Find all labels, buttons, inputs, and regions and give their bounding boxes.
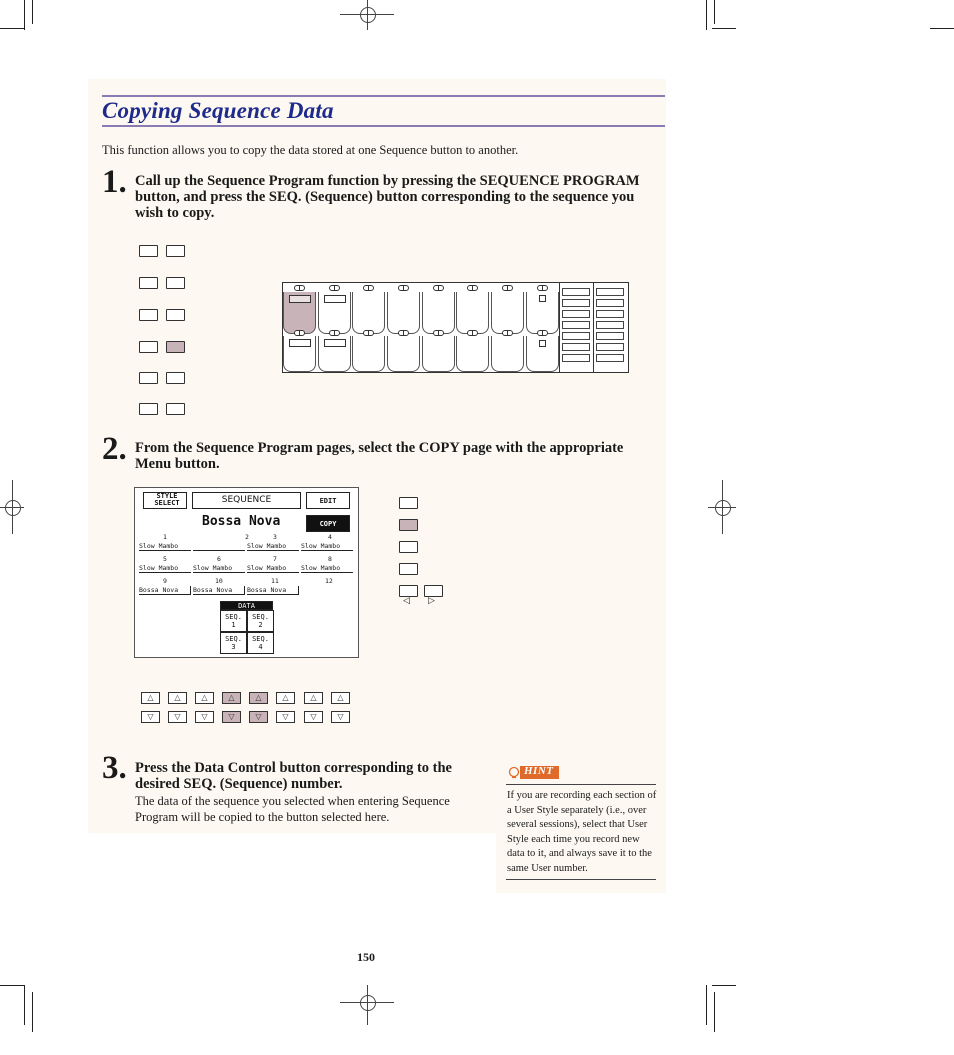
key-button[interactable] [456,292,489,334]
edit-label: EDIT [319,497,337,505]
crop-mark [0,28,24,29]
crop-mark [930,28,954,29]
data-header [220,601,273,610]
seq-number: 6 [217,555,221,563]
style-select-tab[interactable] [143,492,187,509]
registration-mark [715,500,731,516]
key-indicator [539,295,546,302]
hint-text: If you are recording each section of a User Style separately (i.e., over several sessions), select that User Style each time you record new data to it, and always save it to the same User number. [507,790,657,874]
panel-button[interactable] [139,372,158,384]
down-arrow-icon[interactable]: ▽ [141,711,160,723]
seq-4-label: SEQ. 4 [252,635,269,651]
small-button[interactable] [596,354,624,362]
panel-button[interactable] [166,372,185,384]
registration-mark [5,500,21,516]
key-label [289,295,311,303]
lcd-display [134,487,359,658]
key-label [289,339,311,347]
led-indicator [433,285,444,291]
seq-number: 9 [163,577,167,585]
seq-cell[interactable] [193,542,245,551]
copy-label: COPY [319,520,337,528]
title-rule-bottom [102,125,665,127]
menu-button[interactable] [399,497,418,509]
small-button[interactable] [562,310,590,318]
key-indicator [539,340,546,347]
page-title: Copying Sequence Data [102,98,334,123]
intro-text: This function allows you to copy the data stored at one Sequence button to another. [102,143,519,157]
step-3-number: 3. [102,750,127,786]
seq-number: 10 [215,577,223,585]
key-button[interactable] [491,292,524,334]
small-button[interactable] [596,310,624,318]
crop-mark [0,985,24,986]
seq-3-button[interactable] [220,632,247,654]
hint-rule-bottom [506,879,656,880]
seq-cell[interactable]: Slow Mambo [301,542,353,551]
key-label [324,339,346,347]
seq-cell[interactable]: Slow Mambo [301,564,353,573]
small-button[interactable] [562,321,590,329]
panel-button[interactable] [139,277,158,289]
seq-number: 8 [328,555,332,563]
seq-button-panel [282,282,629,373]
up-arrow-icon[interactable]: △ [222,692,241,704]
seq-2-button[interactable] [247,610,274,632]
seq-cell[interactable]: Bossa Nova [247,586,299,595]
key-button[interactable] [352,292,385,334]
registration-mark [360,995,376,1011]
seq-cell[interactable]: Bossa Nova [193,586,245,595]
step-1-text: Call up the Sequence Program function by pressing the SEQUENCE PROGRAM button, and press the SEQ. (Sequence) button corresponding to the sequence you wish to copy. [135,173,640,221]
sequence-label: SEQUENCE [221,495,272,505]
panel-button[interactable] [166,309,185,321]
small-button[interactable] [596,321,624,329]
crop-mark [706,985,707,1025]
page-number: 150 [357,950,375,964]
crop-mark [24,985,25,1025]
key-button[interactable] [491,336,524,372]
led-indicator [467,285,478,291]
registration-mark [360,7,376,23]
up-arrow-icon[interactable]: △ [249,692,268,704]
seq-cell[interactable]: Slow Mambo [139,564,191,573]
style-name: Bossa Nova [202,514,281,529]
seq-number: 3 [273,533,277,541]
seq-number: 12 [325,577,333,585]
seq-number: 1 [163,533,167,541]
left-triangle-icon: ◁ [403,596,410,606]
divider [593,283,594,372]
small-button[interactable] [596,332,624,340]
small-button[interactable] [562,299,590,307]
hint-rule-top [506,784,656,785]
data-label: DATA [238,602,255,610]
edit-tab[interactable] [306,492,350,509]
crop-mark [24,0,25,30]
seq-4-button[interactable] [247,632,274,654]
title-rule-top [102,95,665,97]
down-arrow-icon[interactable]: ▽ [331,711,350,723]
crop-mark [714,992,715,1032]
up-arrow-icon[interactable]: △ [141,692,160,704]
seq-cell[interactable]: Slow Mambo [139,542,191,551]
seq-number: 11 [271,577,279,585]
led-indicator [537,285,548,291]
sequence-program-button[interactable] [166,341,185,353]
step-2-number: 2. [102,431,127,467]
seq-1-button[interactable] [220,610,247,632]
key-button[interactable] [456,336,489,372]
panel-button[interactable] [139,309,158,321]
panel-button[interactable] [166,403,185,415]
led-indicator [329,285,340,291]
key-button[interactable] [387,292,420,334]
menu-button[interactable] [399,563,418,575]
crop-mark [712,28,736,29]
right-triangle-icon: ▷ [428,596,435,606]
menu-button[interactable] [399,541,418,553]
panel-button[interactable] [139,245,158,257]
hint-badge [508,765,560,780]
led-indicator [363,285,374,291]
crop-mark [706,0,707,30]
key-button[interactable] [352,336,385,372]
panel-button[interactable] [166,277,185,289]
seq-number: 2 [245,533,249,541]
down-arrow-icon[interactable]: ▽ [249,711,268,723]
seq-2-label: SEQ. 2 [252,613,269,629]
seq-number: 5 [163,555,167,563]
seq-cell[interactable]: Slow Mambo [247,564,299,573]
panel-button[interactable] [166,245,185,257]
panel-button[interactable] [139,341,158,353]
small-button[interactable] [562,343,590,351]
divider [559,283,560,372]
seq-number: 7 [273,555,277,563]
up-arrow-icon[interactable]: △ [276,692,295,704]
down-arrow-icon[interactable]: ▽ [168,711,187,723]
down-arrow-icon[interactable]: ▽ [276,711,295,723]
small-button[interactable] [562,332,590,340]
up-arrow-icon[interactable]: △ [331,692,350,704]
key-label [324,295,346,303]
step-2-text: From the Sequence Program pages, select the COPY page with the appropriate Menu button. [135,440,624,472]
seq-number: 4 [328,533,332,541]
panel-button[interactable] [139,403,158,415]
down-arrow-icon[interactable]: ▽ [222,711,241,723]
up-arrow-icon[interactable]: △ [304,692,323,704]
copy-tab[interactable] [306,515,350,532]
step-3-subtext: The data of the sequence you selected when entering Sequence Program will be copied to the button selected here. [135,794,450,824]
up-arrow-icon[interactable]: △ [168,692,187,704]
small-button[interactable] [596,288,624,296]
seq-cell[interactable]: Slow Mambo [193,564,245,573]
seq-cell[interactable]: Slow Mambo [247,542,299,551]
seq-3-label: SEQ. 3 [225,635,242,651]
menu-button-copy[interactable] [399,519,418,531]
small-button[interactable] [596,299,624,307]
sequence-tab[interactable] [192,492,301,509]
crop-mark [32,992,33,1032]
led-indicator [294,285,305,291]
led-indicator [502,285,513,291]
up-arrow-icon[interactable]: △ [195,692,214,704]
led-indicator [398,285,409,291]
step-1-number: 1. [102,164,127,200]
small-button[interactable] [562,354,590,362]
seq-cell[interactable]: Bossa Nova [139,586,191,595]
style-select-label: STYLE SELECT [154,492,180,507]
small-button[interactable] [596,343,624,351]
step-3-text: Press the Data Control button corresponding to the desired SEQ. (Sequence) number. [135,760,452,792]
seq-1-label: SEQ. 1 [225,613,242,629]
key-button[interactable] [387,336,420,372]
down-arrow-icon[interactable]: ▽ [304,711,323,723]
key-button[interactable] [422,292,455,334]
hint-label: HINT [524,765,554,777]
small-button[interactable] [562,288,590,296]
down-arrow-icon[interactable]: ▽ [195,711,214,723]
key-button[interactable] [422,336,455,372]
crop-mark [712,985,736,986]
crop-mark [32,0,33,24]
crop-mark [714,0,715,24]
